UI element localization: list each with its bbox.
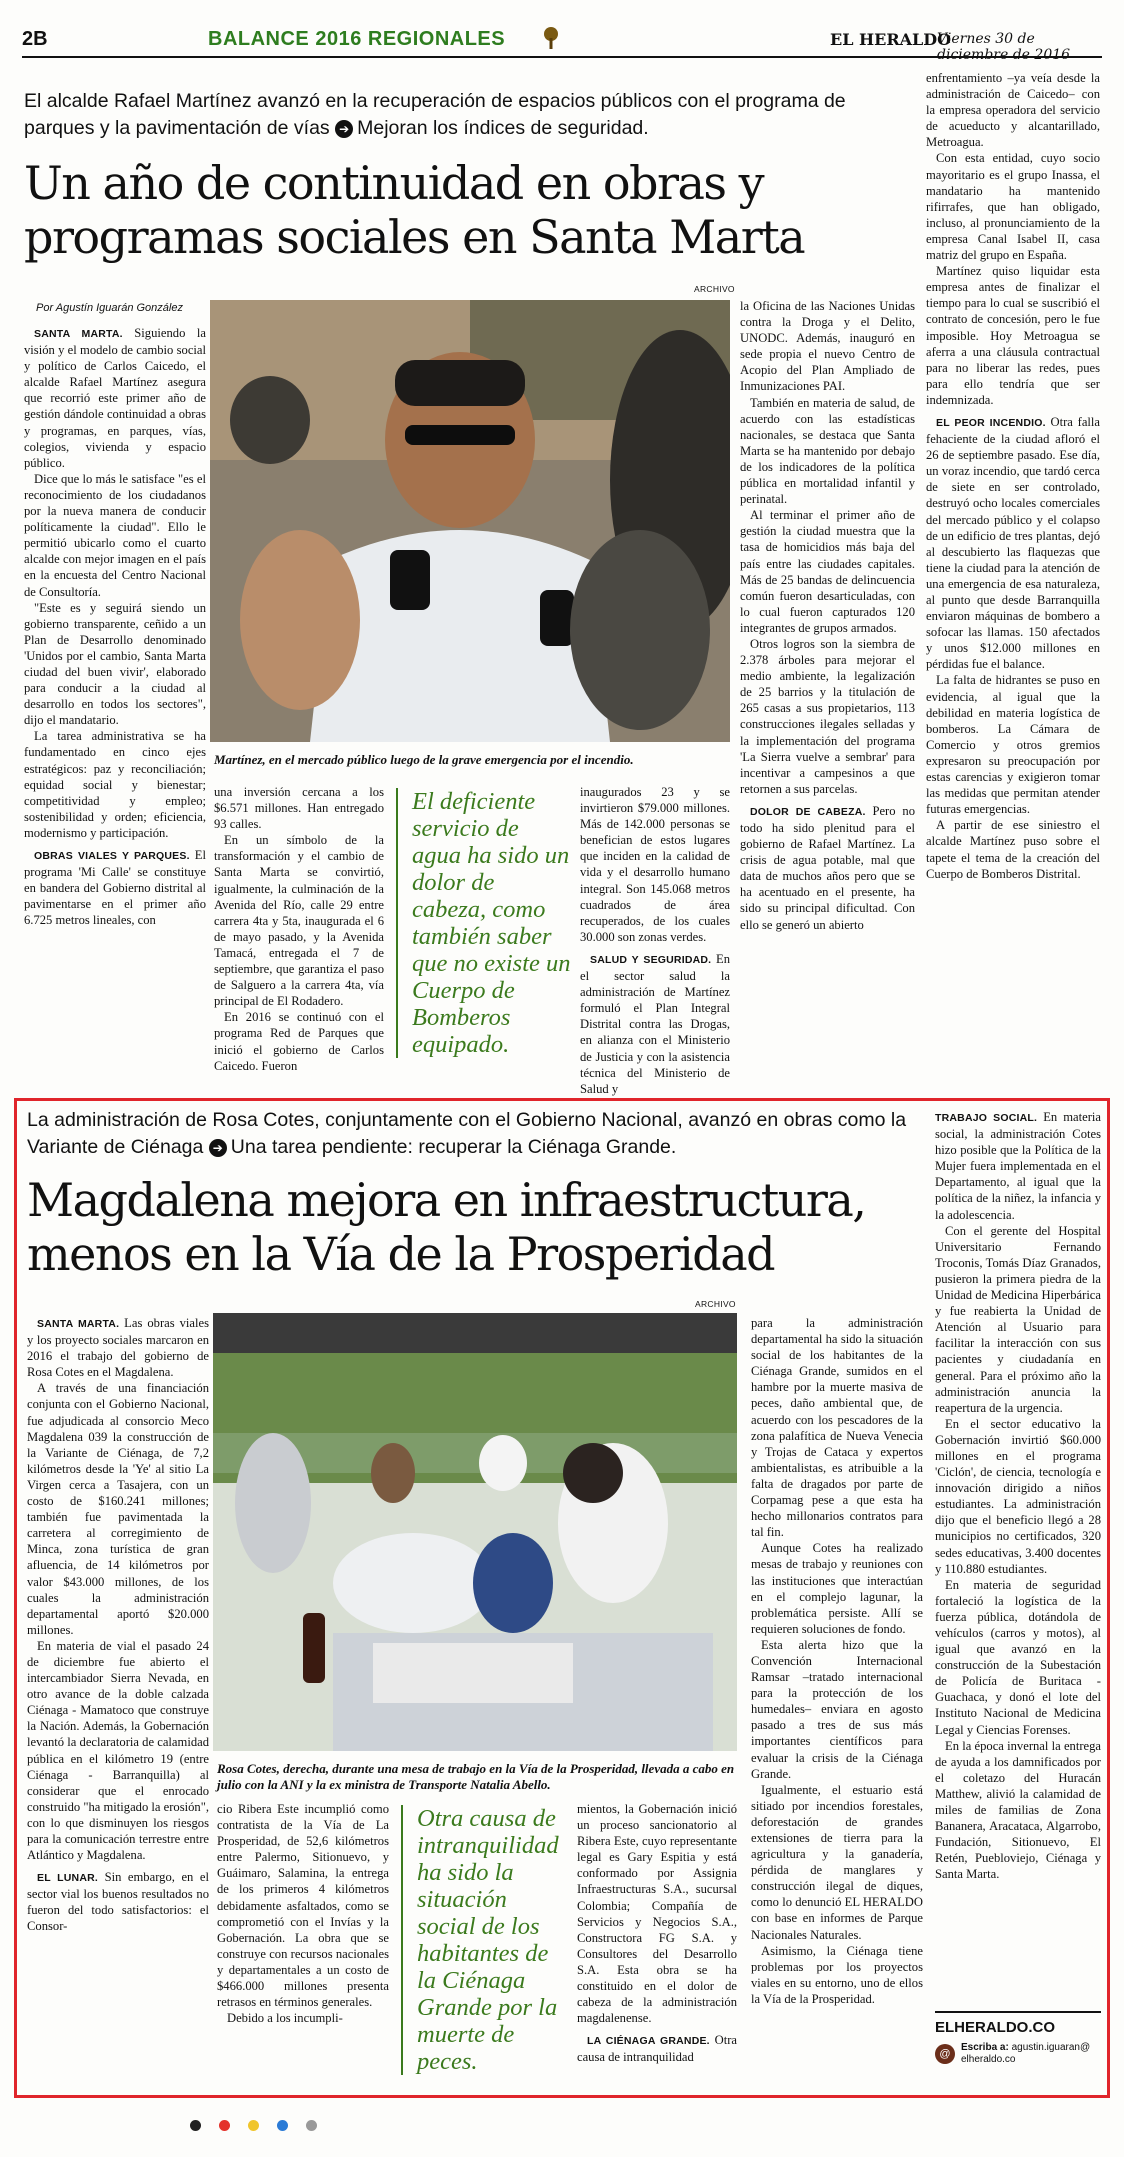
- paragraph: una inversión cercana a los $6.571 millones. Han entregado 93 calles.: [214, 785, 384, 832]
- story-santa-marta: [22, 70, 1102, 1096]
- meeting-photo-icon: [213, 1313, 737, 1751]
- story2-pullquote: Otra causa de intranquilidad ha sido la situación social de los habitantes de la Ciénaga Grande por la muerte de peces.: [401, 1805, 566, 2075]
- paragraph: La tarea administrativa se ha fundamentado en cinco ejes estratégicos: paz y reconciliación; equidad social y bienestar; competitividad y empleo; sostenibilidad y orden; eficiencia, modernismo y participación.: [24, 729, 206, 840]
- registration-dot: [219, 2120, 230, 2131]
- story1-caption: Martínez, en el mercado público luego de la grave emergencia por el incendio.: [214, 752, 634, 767]
- story1-column-3: [580, 784, 730, 1097]
- paragraph: Otros logros son la siembra de 2.378 árboles para mejorar el medio ambiente, la legalización de 25 barrios y la titulación de 265 casas a sus propietarios, 113 construcciones ilegales selladas y la implementación del programa 'La Sierra vuelve a sembrar' para incentivar a campesinos a que retornen a sus parcelas.: [740, 636, 915, 796]
- arrow-right-icon: ➔: [335, 120, 353, 138]
- lead-text: La administración de Rosa Cotes, conjuntamente con el Gobierno Nacional, avanzó en obras como la Variante de Ciénaga: [27, 1109, 907, 1158]
- story1-column-2: [214, 784, 384, 1074]
- paragraph: Con el gerente del Hospital Universitario Fernando Troconis, Tomás Díaz Granados, pusieron la primera piedra de la Unidad de Medicina Hiperbárica y fue reabierta la Unidad de Atención al Usuario para facilitar la interacción con sus pacientes y ciudadanía en general. Para el próximo año la administración anuncia la reapertura de la urgencia.: [935, 1223, 1101, 1415]
- section-label: BALANCE 2016 REGIONALES: [208, 28, 506, 50]
- story2-column-5: [935, 1109, 1101, 1883]
- story1-column-1: [24, 325, 206, 928]
- paragraph: En la época invernal la entrega de ayuda a los damnificados por el coletazo del Huracán Matthew, alivió la calamidad de miles de familias de Zona Bananera, Aracataca, Algarrobo, Fundación, Sitionuevo, El Retén, Puebloviejo, Ciénaga y Santa Marta.: [935, 1738, 1101, 1882]
- paragraph: A partir de ese siniestro el alcalde Martínez puso sobre el tapete el tema de la creación del Cuerpo de Bomberos Distrital.: [926, 818, 1100, 881]
- story1-photo: [210, 300, 730, 742]
- paragraph: inaugurados 23 y se invirtieron $79.000 millones. Más de 142.000 personas se benefician de estos lugares que inciden en la calidad de vida y el desarrollo humano integral. Son 145.068 metros cuadrados de área recuperados, de los cuales 30.000 son zonas verdes.: [580, 785, 730, 944]
- paragraph: Igualmente, el estuario está sitiado por incendios forestales, deforestación de grandes extensiones de tierra para la agricultura y la ganadería, pérdida de manglares y construcción ilegal de diques, como lo denunció EL HERALDO con base en informes de Parque Nacionales Naturales.: [751, 1782, 923, 1942]
- mail-icon: @: [935, 2044, 955, 2064]
- paragraph: enfrentamiento –ya veía desde la administración de Caicedo– con la empresa operadora del servicio de acueducto y alcantarillado, Metroagua.: [926, 71, 1100, 150]
- byline: Por Agustín Iguarán González: [36, 302, 183, 314]
- registration-dot: [277, 2120, 288, 2131]
- story2-column-1: [27, 1315, 209, 1935]
- paragraph: Dice que lo más le satisface "es el reconocimiento de los ciudadanos por la nueva manera de conducir políticamente la ciudad". Ello le permitió ubicarlo como el cuarto alcalde con mejor imagen en el país en la encuesta del Centro Nacional de Consultoría.: [24, 471, 206, 599]
- paragraph: LA CIÉNAGA GRANDE. Otra causa de intranquilidad: [577, 2033, 737, 2065]
- tree-icon: [540, 26, 562, 50]
- arrow-right-icon: ➔: [209, 1139, 227, 1157]
- registration-dot: [248, 2120, 259, 2131]
- paragraph: En materia de seguridad fortaleció la logística de la fuerza pública, dotándola de vehículos (carros y motos), al igual que avanzó en la construcción de la Subestación de Policía de Buritaca - Guachaca, y donó el lote del Instituto Nacional de Medicina Legal y Ciencias Forenses.: [935, 1577, 1101, 1737]
- paper-date: Viernes 30 de diciembre de 2016: [937, 31, 1071, 63]
- paragraph: la Oficina de las Naciones Unidas contra la Droga y el Delito, UNODC. Además, inauguró en sede propia el nuevo Centro de Acopio del Plan Ampliado de Inmunizaciones PAI.: [740, 299, 915, 394]
- paragraph: En un símbolo de la transformación y el cambio de Santa Marta se convirtió, igualmente, la culminación de la Avenida del Río, calle 29 entre carrera 4ta y 5ta, inaugurada el 6 de mayo pasado, y la Avenida Tamacá, entregada el 7 de septiembre, que garantiza el paso de Salguero a la carrera 4ta, vía principal de El Rodadero.: [214, 833, 384, 1009]
- paragraph: TRABAJO SOCIAL. En materia social, la administración Cotes hizo posible que la Política de la Mujer fuera implementada en el Departamento, al igual que la política de la niñez, la infancia y la adolescencia.: [935, 1110, 1101, 1222]
- paragraph: También en materia de salud, de acuerdo con las estadísticas nacionales, se destaca que Santa Marta se ha mantenido por debajo de los indicadores de la política pública en mortalidad infantil y perinatal.: [740, 395, 915, 507]
- story1-column-5: [926, 70, 1100, 882]
- paragraph: Aunque Cotes ha realizado mesas de trabajo y reuniones con las instituciones que interactúan en el complejo lagunar, la problemática persiste. Allí se requieren soluciones de fondo.: [751, 1541, 923, 1636]
- paragraph: En 2016 se continuó con el programa Red de Parques que inició el gobierno de Carlos Caicedo. Fueron: [214, 1010, 384, 1073]
- story-lead: [24, 88, 884, 142]
- paragraph: Esta alerta hizo que la Convención Internacional Ramsar –tratado internacional para la protección de los humedales– enviara en agosto pasado a tres de sus más importantes científicos para evaluar la crisis de la Ciénaga Grande.: [751, 1637, 923, 1781]
- story-magdalena: [14, 1098, 1110, 2098]
- story2-column-4: [751, 1315, 923, 2007]
- paper-name: EL HERALDO: [830, 30, 952, 49]
- paragraph: OBRAS VIALES Y PARQUES. El programa 'Mi Calle' se constituye en bandera del Gobierno distrital al pavimentarse en el primer año 6.725 metros lineales, con: [24, 848, 207, 928]
- paragraph: EL PEOR INCENDIO. Otra falla fehaciente de la ciudad afloró el 26 de septiembre pasado. Ese día, un voraz incendio, que tardó cerca de siete en ser controlado, destruyó ocho locales comerciales del mercado público y el colapso de un edificio de tres plantas, dejó al descubierto las flaquezas que tiene la ciudad para la atención de una emergencia de esa naturaleza, al punto que desde Barranquilla enviaron máquinas de bombero a sofocar las llamas. 150 afectados y unos $12.000 millones en pérdidas fue el balance.: [926, 414, 1100, 672]
- paragraph: para la administración departamental ha sido la situación social de los habitantes de la Ciénaga Grande, sumidos en el hambre por la muerte masiva de peces, daño ambiental que, de acuerdo con los pescadores de la zona palafítica de Nueva Venecia y Trojas de Cataca y expertos ambientalistas, es atribuible a la falta de dragados por parte de Corpamag pese a que esta ha hecho millonarios contratos para tal fin.: [751, 1316, 923, 1540]
- contact-block: [935, 2042, 1101, 2066]
- photo-credit: ARCHIVO: [695, 1299, 736, 1309]
- story2-footer: [935, 2011, 1101, 2081]
- paragraph: Con esta entidad, cuyo socio mayoritario es el grupo Inassa, el mandatario ha mantenido rifirrafes, que han obligado, incluso, al pronunciamiento de la empresa Canal Isabel II, casa matriz del grupo en España.: [926, 151, 1100, 263]
- story2-column-3: [577, 1801, 737, 2066]
- photo-credit: ARCHIVO: [694, 284, 735, 294]
- story1-pullquote: El deficiente servicio de agua ha sido un dolor de cabeza, como también saber que no existe un Cuerpo de Bomberos equipado.: [396, 788, 571, 1058]
- paragraph: Debido a los incumpli-: [227, 2011, 343, 2026]
- market-photo-icon: [210, 300, 730, 742]
- page-number: 2B: [22, 28, 48, 50]
- paragraph: A través de una financiación conjunta con el Gobierno Nacional, fue adjudicada al consorcio Meco Magdalena 039 la construcción de la Variante de Ciénaga, de 7,2 kilómetros desde la 'Ye' al sitio La Virgen cerca a Tasajera, con un costo de $160.241 millones; también fue pavimentada la carretera al corregimiento de Minca, zona turística de gran afluencia, de 14 kilómetros por valor $43.000 millones, de los cuales la administración departamental aportó $20.000 millones.: [27, 1381, 209, 1637]
- paragraph: En el sector educativo la Gobernación invirtió $60.000 millones en el programa 'Ciclón', de ciencia, tecnología e innovación dirigido a niños estudiantes. La administración dijo que el beneficio llegó a 28 municipios no certificados, 320 sedes educativas, 3.400 docentes y 110.880 estudiantes.: [935, 1416, 1101, 1576]
- paragraph: Martínez quiso liquidar esta empresa antes de finalizar el tiempo para lo cual se suscribió el contrato de concesión, pero le fue imposible. Hoy Metroagua se aferra a una cláusula contractual para no liberar las redes, pues para ello tendría que ser indemnizada.: [926, 264, 1100, 407]
- paragraph: DOLOR DE CABEZA. Pero no todo ha sido plenitud para el gobierno de Rafael Martínez. La crisis de agua potable, mal que data de muchos años pero que se ha acentuado en el presente, ha sido su principal dificultad. Con ello se generó un abierto: [740, 803, 915, 932]
- story1-column-4: [740, 298, 915, 933]
- story-headline: Magdalena mejora en infraestructura, menos en la Vía de la Prosperidad: [27, 1173, 866, 1281]
- story2-caption: Rosa Cotes, derecha, durante una mesa de trabajo en la Vía de la Prosperidad, llevada a cabo en julio con la ANI y la ex ministra de Transporte Natalia Abello.: [217, 1761, 735, 1792]
- paragraph: Asimismo, la Ciénaga tiene problemas por los proyectos viales en su entorno, uno de ellos la Vía de la Prosperidad.: [751, 1943, 923, 2006]
- paragraph: mientos, la Gobernación inició un proceso sancionatorio al Ribera Este, cuyo representante legal es Gary Espitia y está conformado por Assignia Infraestructuras S.A., sucursal Colombia; Compañía de Servicios y Negocios S.A., Constructora FG S.A. y Consultores del Desarrollo S.A. Esta obra se ha constituido en el dolor de cabeza de la administración magdalenense.: [577, 1802, 737, 2026]
- lead-tail: Mejoran los índices de seguridad.: [357, 117, 649, 139]
- paragraph: SANTA MARTA. Siguiendo la visión y el modelo de cambio social y político de Carlos Caicedo, el alcalde Rafael Martínez asegura que recorrió este primer año de gestión dándole continuidad a obras y programas, en parques, vías, colegios, vivienda y espacio público.: [24, 326, 206, 470]
- story2-column-2: [217, 1801, 389, 2026]
- contact-text: Escriba a: agustin.iguaran@ elheraldo.co: [961, 2042, 1091, 2065]
- story2-photo: [213, 1313, 737, 1751]
- page-header: [22, 24, 1102, 63]
- paragraph: La falta de hidrantes se puso en evidencia, al igual que la debilidad en materia logística de bomberos. La Cámara de Comercio y otros gremios expresaron su preocupación por estas carencias y exigieron tomar las medidas que permitan atender futuras emergencias.: [926, 673, 1100, 817]
- paragraph: SANTA MARTA. Las obras viales y los proyecto sociales marcaron en 2016 el trabajo del gobierno de Rosa Cotes en el Magdalena.: [27, 1316, 209, 1380]
- contact-email[interactable]: agustin.iguaran@ elheraldo.co: [961, 2042, 1091, 2065]
- paragraph: EL LUNAR. Sin embargo, en el sector vial los buenos resultados no fueron del todo satisfactorios: el Consor-: [27, 1870, 209, 1934]
- site-link[interactable]: ELHERALDO.CO: [935, 2019, 1055, 2036]
- registration-dot: [190, 2120, 201, 2131]
- lead-tail: Una tarea pendiente: recuperar la Ciénaga Grande.: [230, 1136, 677, 1158]
- paragraph: "Este es y seguirá siendo un gobierno transparente, ceñido a un Plan de Desarrollo denominado 'Unidos por el cambio, Santa Marta ciudad del buen vivir', elaborado para conducir a la ciudad al desarrollo en todos los sectores", dijo el mandatario.: [24, 600, 206, 728]
- registration-dot: [306, 2120, 317, 2131]
- paragraph: SALUD Y SEGURIDAD. En el sector salud la administración de Martínez formuló el Plan Integral Distrital contra las Drogas, en alianza con el Ministerio de Justicia y con la asistencia técnica del Ministerio de Salud y: [580, 951, 731, 1096]
- paragraph: En materia de vial el pasado 24 de diciembre fue abierto el intercambiador Sierra Nevada, en otro avance de la doble calzada Ciénaga - Mamatoco que construye la Nación. Además, la Gobernación levantó la declaratoria de calamidad pública en el kilómetro 19 (entre Ciénaga - Barranquilla) al considerar que el enrocado construido "ha mitigado la erosión", con lo que disminuyen los riesgos para la comunicación terrestre entre Atlántico y Magdalena.: [27, 1638, 210, 1863]
- paragraph: cio Ribera Este incumplió como contratista de la Vía de La Prosperidad, de 52,6 kilómetros entre Palermo, Sitionuevo, y Guáimaro, Salamina, la entrega de los primeros 4 kilómetros debidamente asfaltados, como se comprometió con el Invías y la Gobernación. La obra que se construye con recursos nacionales y departamentales a un costo de $466.000 millones presenta retrasos en términos generales.: [217, 1802, 389, 2010]
- story-headline: Un año de continuidad en obras y programas sociales en Santa Marta: [24, 156, 805, 264]
- lead-text: El alcalde Rafael Martínez avanzó en la recuperación de espacios públicos con el programa de parques y la pavimentación de vías: [24, 90, 846, 139]
- paragraph: Al terminar el primer año de gestión la ciudad muestra que la tasa de homicidios más baja del país entre las ciudades capitales. Más de 25 bandas de delincuencia común fueron desarticuladas, con lo cual fueron capturados 120 integrantes de grupos armados.: [740, 508, 915, 635]
- story-lead: [27, 1107, 927, 1161]
- registration-marks: [190, 2120, 317, 2131]
